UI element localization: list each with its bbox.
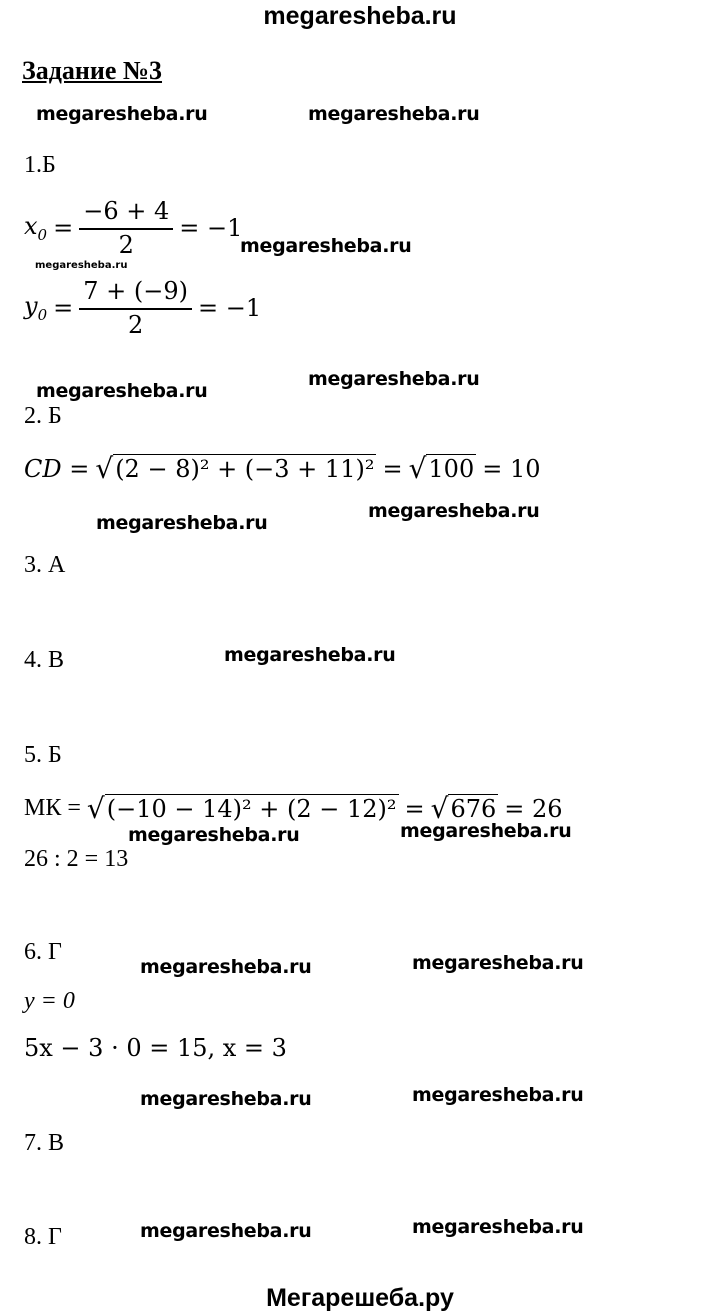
watermark-small: megaresheba.ru — [35, 260, 128, 271]
formula-x0 — [24, 196, 242, 260]
answer-1: 1.Б — [24, 152, 56, 178]
formula-y0 — [24, 276, 261, 340]
y0-denominator: 2 — [127, 311, 144, 339]
mk-radicand: (−10 − 14)² + (2 − 12)² — [106, 795, 397, 823]
y0-result: = −1 — [197, 294, 262, 322]
watermark: megaresheba.ru — [96, 512, 268, 534]
watermark: megaresheba.ru — [412, 1084, 584, 1106]
watermark: megaresheba.ru — [140, 956, 312, 978]
watermark: megaresheba.ru — [308, 368, 480, 390]
y0-numerator: 7 + (−9) — [79, 276, 192, 310]
y0-fraction — [79, 276, 192, 340]
sqrt-sign: √ — [86, 792, 105, 825]
half-computation: 26 : 2 = 13 — [24, 846, 129, 872]
sqrt-sign: √ — [95, 452, 114, 485]
y0-variable: $y_0$ — [24, 292, 48, 324]
site-title-top: megaresheba.ru — [263, 2, 457, 30]
watermark: megaresheba.ru — [128, 824, 300, 846]
mk-radicand-2: 676 — [450, 795, 497, 823]
watermark: megaresheba.ru — [368, 500, 540, 522]
cd-lhs: CD = — [24, 454, 90, 483]
answer-2: 2. Б — [24, 403, 62, 429]
equals-sign: = — [404, 794, 425, 823]
equals-sign: = — [53, 294, 74, 322]
watermark: megaresheba.ru — [36, 380, 208, 402]
formula-cd — [24, 452, 541, 485]
sqrt-sign: √ — [408, 452, 427, 485]
answer-7: 7. В — [24, 1130, 65, 1156]
answer-5: 5. Б — [24, 742, 62, 768]
mk-lhs: МК = — [24, 795, 81, 821]
equation-6: 5x − 3 · 0 = 15, x = 3 — [24, 1034, 287, 1062]
answer-4: 4. В — [24, 647, 65, 673]
watermark: megaresheba.ru — [140, 1220, 312, 1242]
answer-3: 3. А — [24, 552, 66, 578]
mk-result: = 26 — [504, 794, 563, 823]
answer-8: 8. Г — [24, 1224, 62, 1250]
x0-variable: $x_0$ — [24, 212, 48, 244]
equation-y: y = 0 — [24, 988, 75, 1014]
equals-sign: = — [382, 454, 403, 483]
watermark: megaresheba.ru — [412, 1216, 584, 1238]
watermark: megaresheba.ru — [224, 644, 396, 666]
task-heading: Задание №3 — [22, 56, 163, 85]
x0-result: = −1 — [179, 214, 243, 242]
watermark: megaresheba.ru — [36, 103, 208, 125]
watermark: megaresheba.ru — [240, 235, 412, 257]
equals-sign: = — [53, 214, 74, 242]
x0-denominator: 2 — [118, 231, 134, 259]
answer-6: 6. Г — [24, 939, 62, 965]
cd-radicand: (2 − 8)² + (−3 + 11)² — [115, 455, 375, 483]
site-title-bottom: Мегарешеба.ру — [266, 1284, 454, 1312]
x0-numerator: −6 + 4 — [79, 196, 173, 230]
sqrt-sign: √ — [430, 792, 449, 825]
watermark: megaresheba.ru — [308, 103, 480, 125]
cd-radicand-2: 100 — [428, 455, 475, 483]
x0-fraction — [79, 196, 173, 260]
cd-result: = 10 — [482, 454, 541, 483]
watermark: megaresheba.ru — [400, 820, 572, 842]
watermark: megaresheba.ru — [140, 1088, 312, 1110]
watermark: megaresheba.ru — [412, 952, 584, 974]
